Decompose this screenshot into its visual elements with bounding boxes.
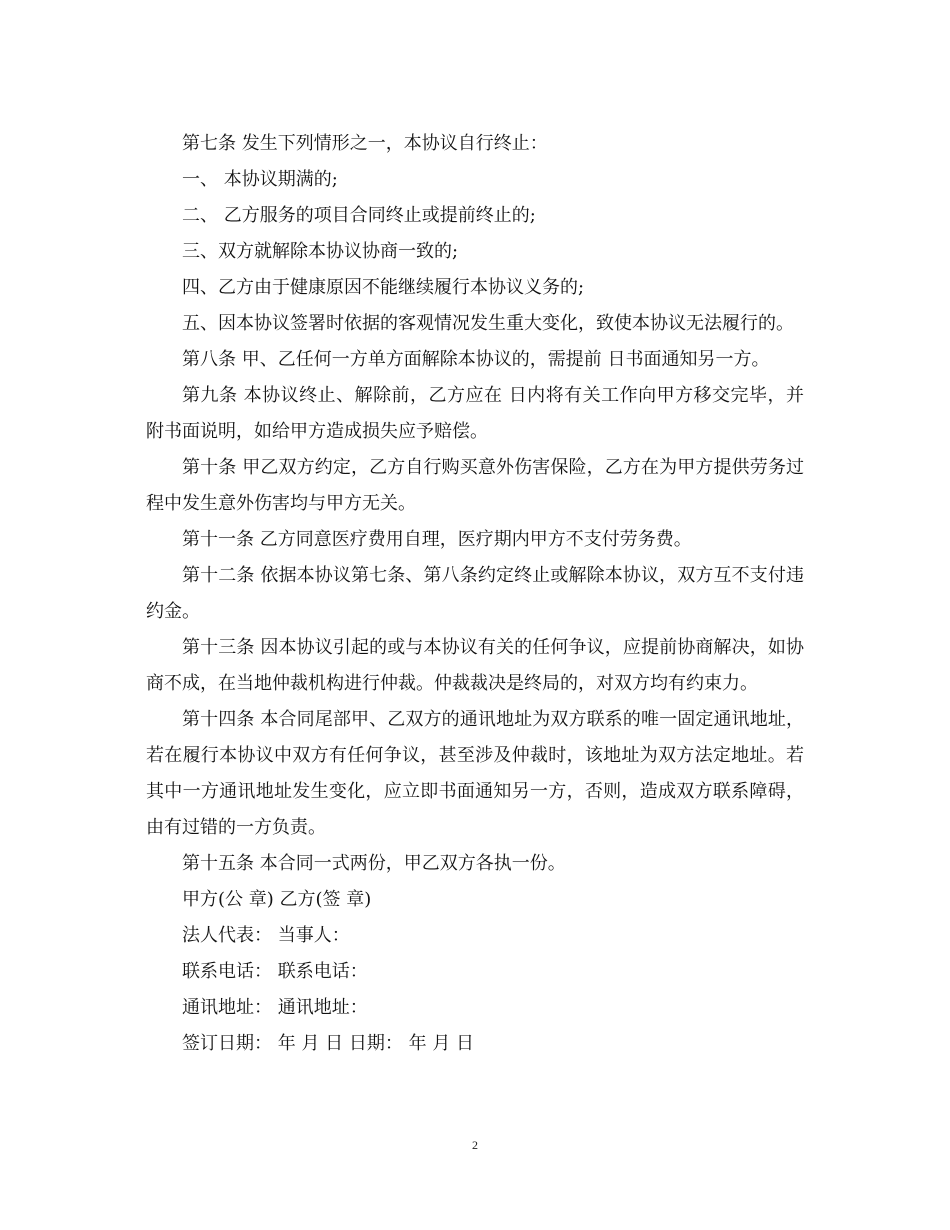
clause-15: 第十五条 本合同一式两份，甲乙双方各执一份。: [182, 853, 566, 874]
signing-date-line: 签订日期： 年 月 日 日期： 年 月 日: [182, 1033, 475, 1054]
clause-10: 第十条 甲乙双方约定，乙方自行购买意外伤害保险，乙方在为甲方提供劳务过程中发生意外伤害均与甲方无关。: [146, 457, 804, 514]
clause-7-item-5: 五、因本协议签署时依据的客观情况发生重大变化，致使本协议无法履行的。: [182, 313, 794, 334]
clause-7-heading: 第七条 发生下列情形之一，本协议自行终止：: [182, 133, 548, 154]
legal-representative-line: 法人代表： 当事人：: [182, 925, 350, 946]
clause-13: 第十三条 因本协议引起的或与本协议有关的任何争议，应提前协商解决，如协商不成，在当地仲裁机构进行仲裁。仲裁裁决是终局的，对双方均有约束力。: [146, 637, 804, 694]
clause-7-item-3: 三、双方就解除本协议协商一致的;: [182, 241, 459, 262]
document-body: [146, 126, 804, 1062]
page-number: 2: [472, 1138, 478, 1152]
clause-12: 第十二条 依据本协议第七条、第八条约定终止或解除本协议，双方互不支付违约金。: [146, 565, 804, 622]
mailing-address-line: 通讯地址： 通讯地址：: [182, 997, 368, 1018]
clause-7-item-1: 一、 本协议期满的;: [182, 169, 338, 190]
signature-parties-line: 甲方(公 章) 乙方(签 章): [182, 889, 372, 910]
clause-8: 第八条 甲、乙任何一方单方面解除本协议的，需提前 日书面通知另一方。: [182, 349, 770, 370]
clause-14: 第十四条 本合同尾部甲、乙双方的通讯地址为双方联系的唯一固定通讯地址，若在履行本协议中双方有任何争议，甚至涉及仲裁时，该地址为双方法定地址。若其中一方通讯地址发生变化，应立即书面通知另一方，否则，造成双方联系障碍，由有过错的一方负责。: [146, 709, 804, 838]
clause-7-item-4: 四、乙方由于健康原因不能继续履行本协议义务的;: [182, 277, 585, 298]
contact-phone-line: 联系电话： 联系电话：: [182, 961, 368, 982]
clause-11: 第十一条 乙方同意医疗费用自理，医疗期内甲方不支付劳务费。: [182, 529, 692, 550]
clause-7-item-2: 二、 乙方服务的项目合同终止或提前终止的;: [182, 205, 536, 226]
clause-9: 第九条 本协议终止、解除前，乙方应在 日内将有关工作向甲方移交完毕，并附书面说明，如给甲方造成损失应予赔偿。: [146, 385, 804, 442]
